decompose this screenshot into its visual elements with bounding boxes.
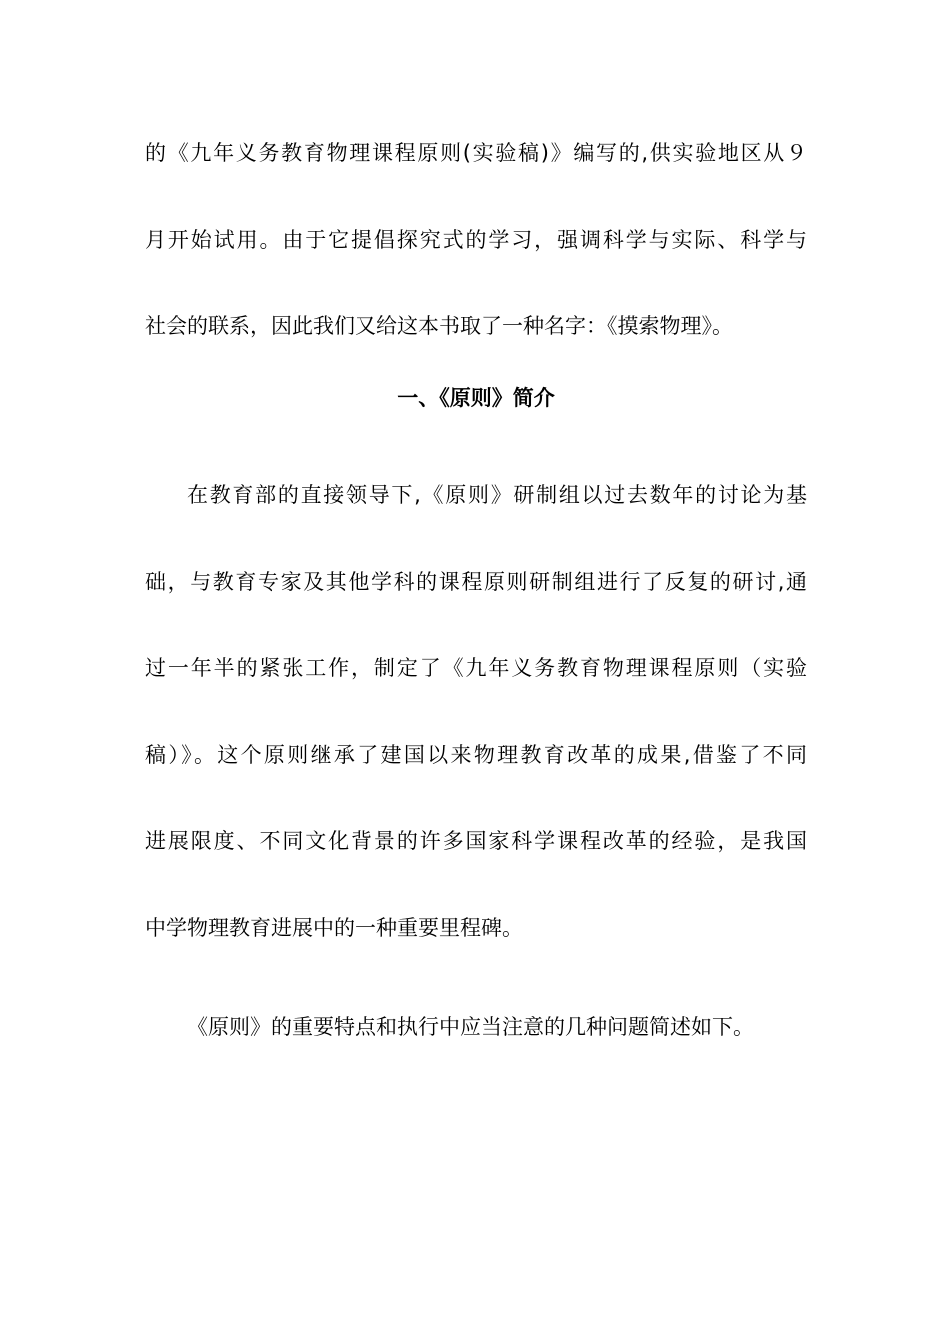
paragraph-2-line-4: 稿）》。这个原则继承了建国以来物理教育改革的成果,借鉴了不同 [145,743,807,767]
paragraph-1-line-2: 月开始试用。由于它提倡探究式的学习，强调科学与实际、科学与 [145,228,807,252]
paragraph-1-line-1: 的《九年义务教育物理课程原则(实验稿)》编写的,供实验地区从９ [145,141,807,165]
paragraph-2-line-3: 过一年半的紧张工作，制定了《九年义务教育物理课程原则（实验 [145,656,807,680]
paragraph-3-line-1: 《原则》的重要特点和执行中应当注意的几种问题简述如下。 [187,1015,754,1039]
section-heading: 一、《原则》简介 [397,386,555,410]
paragraph-2-line-5: 进展限度、不同文化背景的许多国家科学课程改革的经验，是我国 [145,829,807,853]
paragraph-2-line-2: 础，与教育专家及其他学科的课程原则研制组进行了反复的研讨,通 [145,570,807,594]
paragraph-2-line-1: 在教育部的直接领导下,《原则》研制组以过去数年的讨论为基 [187,483,807,507]
paragraph-1-line-3: 社会的联系，因此我们又给这本书取了一种名字：《摸索物理》。 [145,314,733,338]
paragraph-2-line-6: 中学物理教育进展中的一种重要里程碑。 [145,916,523,940]
